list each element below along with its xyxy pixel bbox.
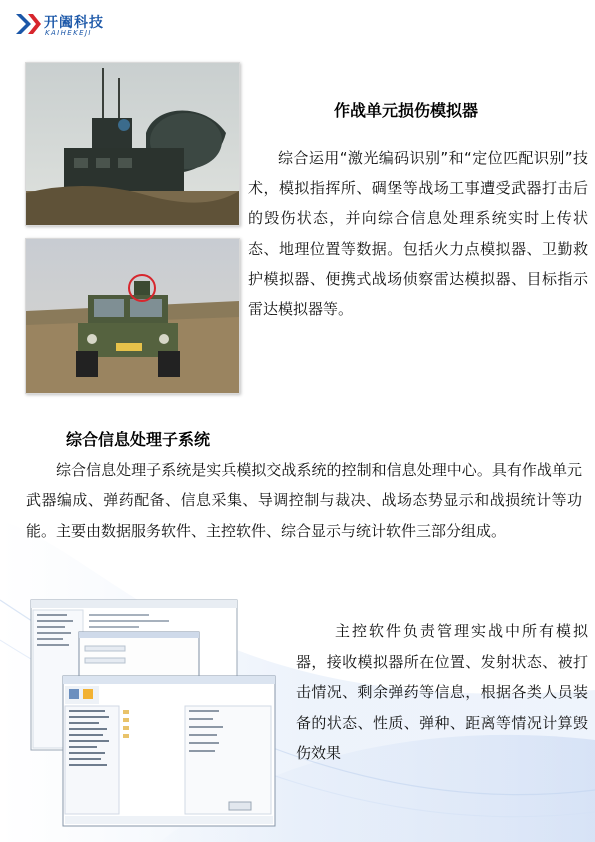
section-body-control-software xyxy=(296,616,588,769)
company-logo xyxy=(14,10,124,38)
section-title-damage-simulator: 作战单元损伤模拟器 xyxy=(334,101,479,120)
paragraph: 主控软件负责管理实战中所有模拟器，接收模拟器所在位置、发射状态、被打击情况、剩余弹药等信息，根据各类人员装备的状态、性质、弹种、距离等情况计算毁伤效果 xyxy=(296,622,588,763)
software-screenshots xyxy=(25,598,279,828)
paragraph: 综合信息处理子系统是实兵模拟交战系统的控制和信息处理中心。具有作战单元武器编成、弹药配备、信息采集、导调控制与裁决、战场态势显示和战损统计等功能。主要由数据服务软件、主控软件、综合显示与统计软件三部分组成。 xyxy=(26,461,582,540)
paragraph: 综合运用“激光编码识别”和“定位匹配识别”技术，模拟指挥所、碉堡等战场工事遭受武器打击后的毁伤状态，并向综合信息处理系统实时上传状态、地理位置等数据。包括火力点模拟器、卫勤救护模拟器、便携式战场侦察雷达模拟器、目标指示雷达模拟器等。 xyxy=(248,149,588,319)
brand-name-en: KAIHEKEJI xyxy=(45,29,92,37)
section-body-info-processing xyxy=(26,455,582,546)
logo-mark-icon xyxy=(14,10,42,38)
radar-bunker-photo xyxy=(25,62,240,226)
brand-name-cn: 开阖科技 xyxy=(44,15,104,31)
section-body-damage-simulator xyxy=(248,143,588,324)
military-jeep-photo xyxy=(25,238,240,394)
section-title-info-processing: 综合信息处理子系统 xyxy=(66,430,211,449)
